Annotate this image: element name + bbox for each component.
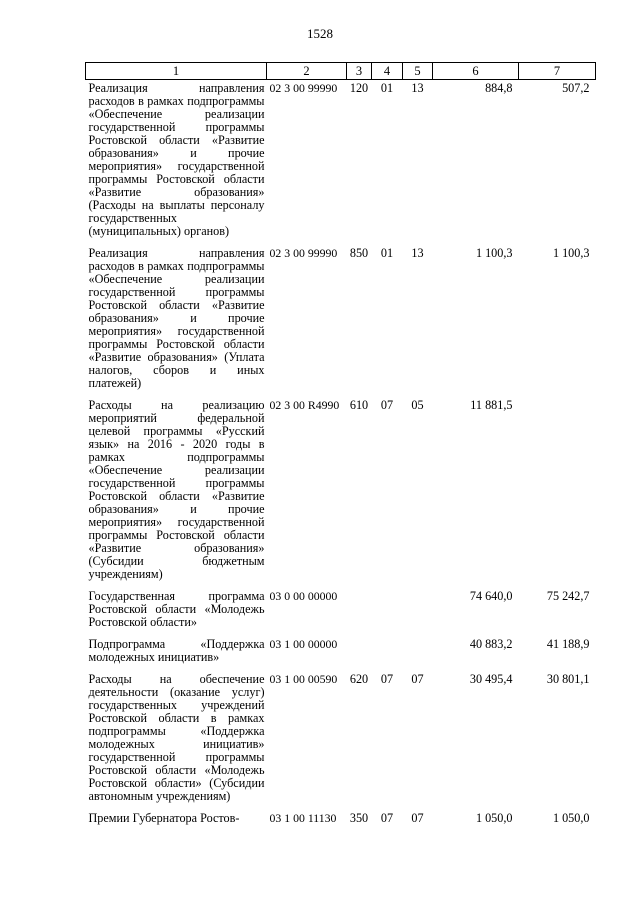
table-row (86, 588, 596, 636)
budget-table (85, 62, 596, 832)
row-col3: 350 (349, 811, 369, 825)
header-row (86, 63, 596, 80)
row-col7: 1 100,3 (552, 246, 590, 260)
row-name: Реализация направления расходов в рамках подпрограммы «Обеспечение реализации государственной программы Ростовской области «Развитие образования» и прочие мероприятия» государственной программы Ростовской области «Развитие образования» (Расходы на выплаты персоналу государственных (муниципальных) органов) (88, 81, 265, 238)
row-col4: 01 (380, 81, 394, 95)
table-row (86, 397, 596, 588)
row-code: 02 3 00 R4990 (269, 398, 340, 412)
row-col6: 1 100,3 (475, 246, 513, 260)
row-name: Расходы на реализацию мероприятий федеральной целевой программы «Русский язык» на 2016 - 2020 годы в рамках подпрограммы «Обеспечение реализации государственной программы Ростовской области «Развитие образования» и прочие мероприятия» государственной программы Ростовской области «Развитие образования» (Субсидии бюджетным учреждениям) (88, 398, 265, 581)
column-header: 5 (403, 63, 433, 80)
row-code: 03 0 00 00000 (269, 589, 338, 603)
table-row (86, 80, 596, 246)
row-name: Расходы на обеспечение деятельности (оказание услуг) государственных учреждений Ростовской области в рамках подпрограммы «Поддержка молодежных инициатив» государственной программы Ростовской области «Молодежь Ростовской области» (Субсидии автономным учреждениям) (88, 672, 265, 803)
column-header: 7 (519, 63, 596, 80)
row-col3: 610 (349, 398, 369, 412)
table-row (86, 671, 596, 810)
row-col6: 11 881,5 (470, 398, 513, 412)
row-code: 03 1 00 11130 (269, 811, 337, 825)
row-col6: 1 050,0 (475, 811, 513, 825)
column-header: 4 (372, 63, 403, 80)
row-col5 (403, 636, 433, 671)
row-col6: 74 640,0 (469, 589, 513, 603)
row-col5: 07 (411, 672, 424, 686)
row-col5: 13 (411, 246, 424, 260)
row-col4: 07 (380, 672, 394, 686)
row-col6: 30 495,4 (469, 672, 513, 686)
column-header: 3 (347, 63, 372, 80)
row-name: Премии Губернатора Ростов- (88, 811, 240, 825)
row-col5 (403, 588, 433, 636)
row-name: Подпрограмма «Поддержка молодежных инициатив» (88, 637, 265, 664)
row-col3: 120 (349, 81, 369, 95)
row-col7: 41 188,9 (546, 637, 590, 651)
row-code: 03 1 00 00590 (269, 672, 338, 686)
row-col4: 07 (380, 398, 394, 412)
row-col7 (519, 397, 596, 588)
row-col3 (347, 588, 372, 636)
row-col7: 30 801,1 (546, 672, 590, 686)
row-col7: 507,2 (562, 81, 590, 95)
row-col3 (347, 636, 372, 671)
row-code: 02 3 00 99990 (269, 81, 338, 95)
column-header: 1 (86, 63, 267, 80)
row-col5: 07 (411, 811, 424, 825)
column-header: 6 (433, 63, 519, 80)
row-col7: 75 242,7 (546, 589, 590, 603)
row-col6: 40 883,2 (469, 637, 513, 651)
table-row (86, 636, 596, 671)
table-row (86, 810, 596, 832)
row-col5: 13 (411, 81, 424, 95)
row-code: 02 3 00 99990 (269, 246, 338, 260)
page-number: 1528 (307, 26, 333, 41)
row-col5: 05 (411, 398, 424, 412)
row-col4 (372, 636, 403, 671)
row-col4: 07 (380, 811, 394, 825)
row-name: Государственная программа Ростовской области «Молодежь Ростовской области» (88, 589, 265, 629)
row-col4 (372, 588, 403, 636)
table-row (86, 245, 596, 397)
row-col3: 850 (349, 246, 369, 260)
row-name: Реализация направления расходов в рамках подпрограммы «Обеспечение реализации государственной программы Ростовской области «Развитие образования» и прочие мероприятия» государственной программы Ростовской области «Развитие образования» (Уплата налогов, сборов и иных платежей) (88, 246, 265, 390)
row-col6: 884,8 (485, 81, 513, 95)
row-col3: 620 (349, 672, 369, 686)
column-header: 2 (267, 63, 347, 80)
row-code: 03 1 00 00000 (269, 637, 338, 651)
row-col4: 01 (380, 246, 394, 260)
row-col7: 1 050,0 (552, 811, 590, 825)
